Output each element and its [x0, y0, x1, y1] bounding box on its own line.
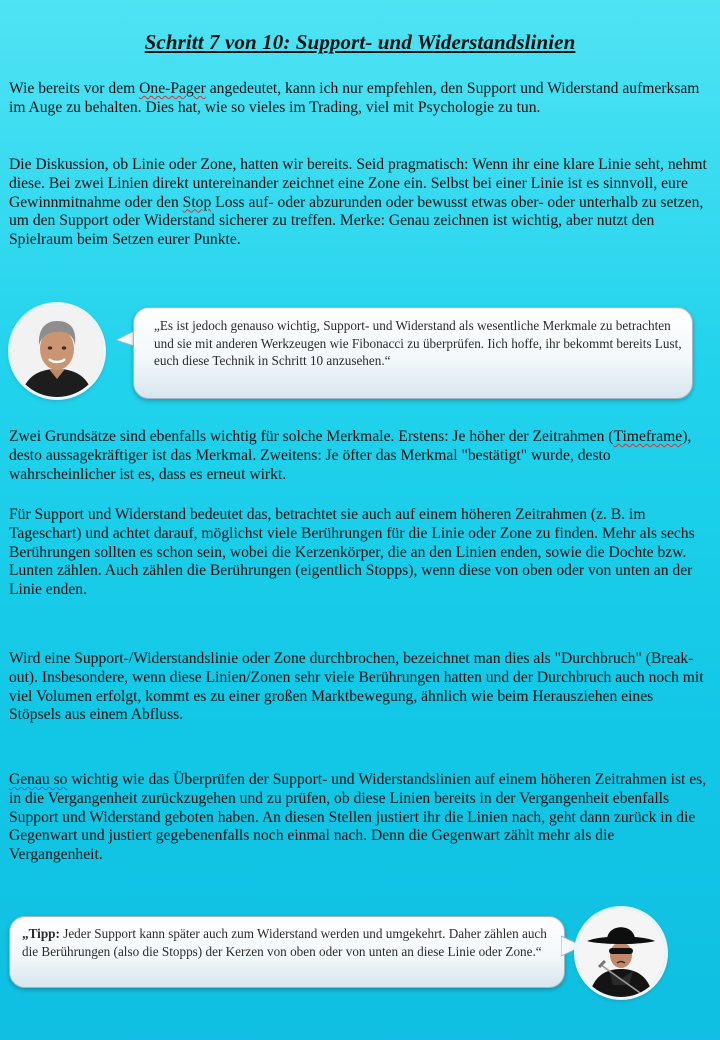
page-title: Schritt 7 von 10: Support- und Widerstandslinien [144, 30, 576, 54]
mascot-avatar [577, 909, 665, 997]
quote-bubble [133, 307, 693, 399]
intro-paragraph: Wie bereits vor dem One-Pager angedeutet, kann ich nur empfehlen, den Support und Widerstand aufmerksam im Auge zu behalten. Dies hat, wie so vieles im Trading, viel mit Psychologie zu tun. [9, 80, 700, 116]
past-paragraph: Genau so wichtig wie das Überprüfen der Support- und Widerstandslinien auf einem höheren Zeitrahmen ist es, in die Vergangenheit zurückzugehen und zu prüfen, ob diese Linien bereits in der Vergangenheit ebenfalls Support und Widerstand geboten haben. An diesen Stellen justiert ihr die Linien nach, geht dann zurück in die Gegenwart und justiert gegebenenfalls noch einmal nach. Denn die Gegenwart zählt mehr als die Vergangenheit. [9, 771, 707, 864]
author-portrait-icon [11, 305, 103, 397]
spellcheck-word: Timeframe [613, 428, 683, 445]
principles-paragraph: Zwei Grundsätze sind ebenfalls wichtig für solche Merkmale. Erstens: Je höher der Zeitrahmen (Timeframe), desto aussagekräftiger ist das Merkmal. Zweitens: Je öfter das Merkmal "bestätigt" wurde, desto wahrscheinlicher ist es, dass es erneut wirkt. [9, 428, 692, 483]
spellcheck-word: One-Pager [139, 80, 206, 97]
tip-label: „Tipp: [22, 926, 60, 941]
author-avatar [11, 305, 103, 397]
tip-bubble [9, 916, 565, 988]
spellcheck-word: Genau so [9, 771, 68, 788]
quote-text: „Es ist jedoch genauso wichtig, Support- und Widerstand als wesentliche Merkmale zu betrachten und sie mit anderen Werkzeugen wie Fibonacci zu überprüfen. Iich hoffe, ihr bekommt bereits Lust, euch diese Technik in Schritt 10 anzusehen.“ [154, 318, 682, 369]
spellcheck-word: Stop [182, 193, 212, 211]
discussion-paragraph: Die Diskussion, ob Linie oder Zone, hatten wir bereits. Seid pragmatisch: Wenn ihr eine klare Linie seht, nehmt diese. Bei zwei Linien direkt untereinander zeichnet eine Zone ein. Selbst bei einer Linie ist es sinnvoll, eure Gewinnmitnahme oder den Stop Loss auf- oder abzurunden oder bewusst etwas ober- oder unterhalb zu setzen, um den Support oder Widerstand sicherer zu treffen. Merke: Genau zeichnen ist wichtig, aber nutzt den Spielraum beim Setzen eurer Punkte. [9, 156, 707, 249]
touches-paragraph: Für Support und Widerstand bedeutet das, betrachtet sie auch auf einem höheren Zeitrahmen (z. B. im Tageschart) und achtet darauf, möglichst viele Berührungen für die Linie oder Zone zu finden. Mehr als sechs Berührungen sollten es schon sein, wobei die Kerzenkörper, die an den Linien enden, sowie die Dochte bzw. Lunten zählen. Auch zählen die Berührungen (eigentlich Stopps), wenn diese von oben oder von unten an der Linie enden. [9, 506, 695, 599]
tip-text: „Tipp: Jeder Support kann später auch zum Widerstand werden und umgekehrt. Daher zählen auch die Berührungen (also die Stopps) der Kerzen von oben oder von unten an diese Linie oder Zone.“ [22, 926, 547, 959]
breakout-paragraph: Wird eine Support-/Widerstandslinie oder Zone durchbrochen, bezeichnet man dies als "Durchbruch" (Break-out). Insbesondere, wenn diese Linien/Zonen sehr viele Berührungen hatten und der Durchbruch auch noch mit viel Volumen erfolgt, kommt es zu einer großen Marktbewegung, ähnlich wie beim Herausziehen eines Stöpsels aus einem Abfluss. [9, 650, 704, 724]
masked-hero-icon [577, 909, 665, 997]
